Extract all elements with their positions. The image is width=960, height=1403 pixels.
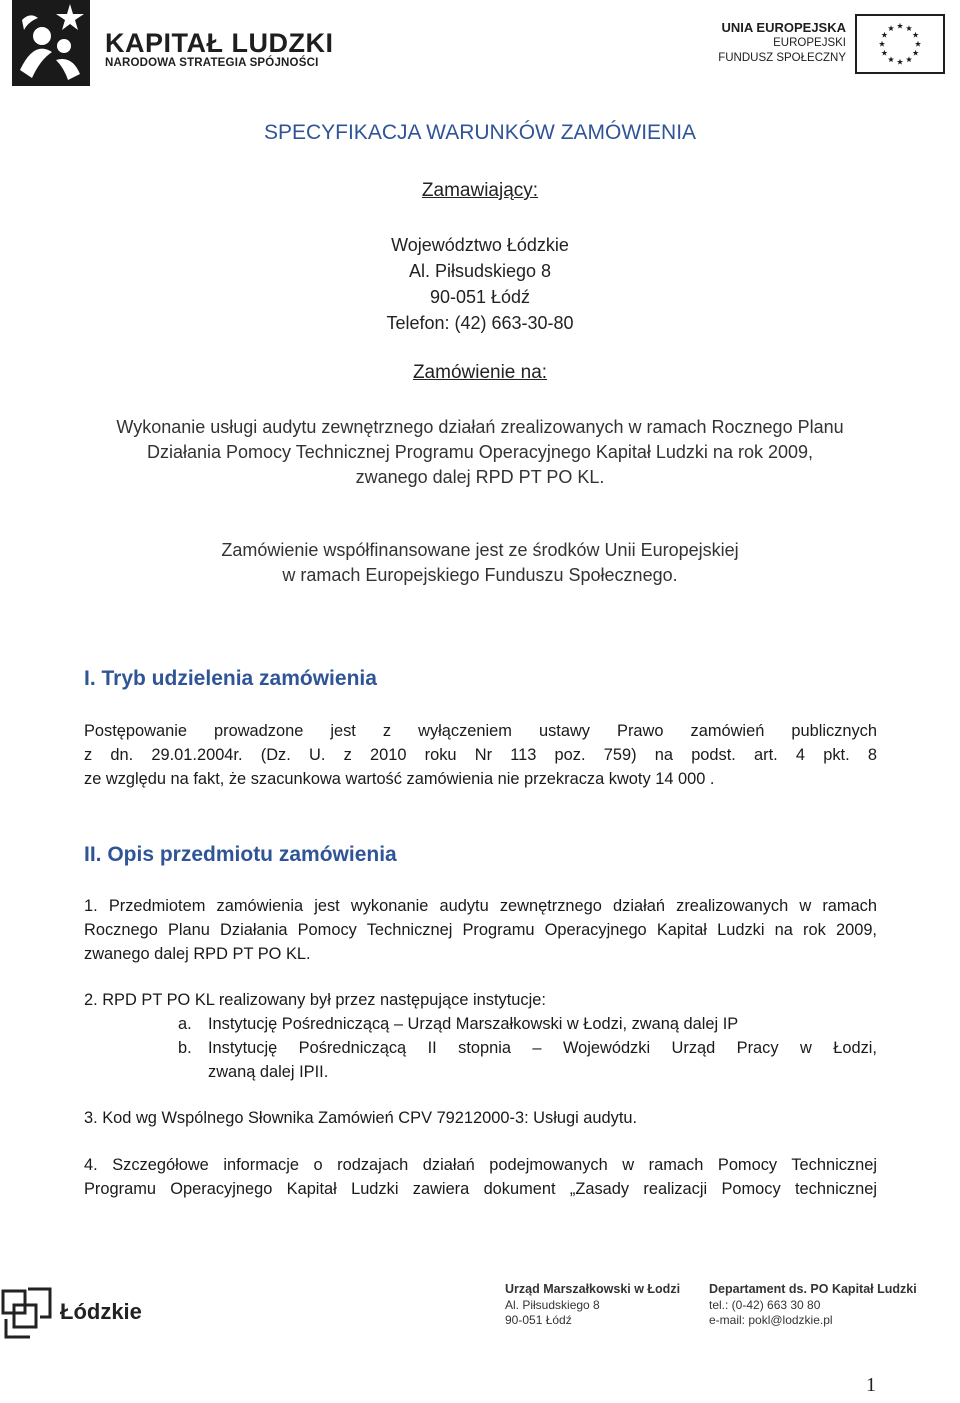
order-line: Działania Pomocy Technicznej Programu Operacyjnego Kapitał Ludzki na rok 2009, bbox=[146, 442, 814, 462]
eu-logo-line-2: EUROPEJSKI bbox=[773, 37, 846, 49]
list-item-b bbox=[208, 1036, 877, 1084]
eu-star-icon bbox=[888, 25, 894, 31]
paragraph-line: zwanego dalej RPD PT PO KL. bbox=[84, 945, 311, 963]
list-marker-a: a. bbox=[178, 1015, 192, 1033]
paragraph-line: Postępowanie prowadzone jest z wyłączeniem ustawy Prawo zamówień publicznych bbox=[84, 722, 877, 740]
document-title: SPECYFIKACJA WARUNKÓW ZAMÓWIENIA bbox=[263, 121, 697, 144]
kapital-ludzki-title: KAPITAŁ LUDZKI bbox=[105, 28, 334, 58]
order-line: Wykonanie usługi audytu zewnętrznego działań zrealizowanych w ramach Rocznego Planu bbox=[116, 417, 844, 437]
address-line: Telefon: (42) 663-30-80 bbox=[386, 313, 574, 333]
cofinancing-line: w ramach Europejskiego Funduszu Społecznego. bbox=[282, 565, 678, 585]
eu-star-icon bbox=[913, 32, 919, 38]
address-line: Województwo Łódzkie bbox=[391, 235, 569, 255]
section-2-point-3: 3. Kod wg Wspólnego Słownika Zamówień CPV 79212000-3: Usługi audytu. bbox=[84, 1109, 638, 1127]
kapital-ludzki-emblem-icon bbox=[12, 0, 90, 86]
department-email: e-mail: pokl@lodzkie.pl bbox=[709, 1313, 833, 1327]
eu-star-icon bbox=[879, 41, 885, 47]
eu-logo-line-1: UNIA EUROPEJSKA bbox=[721, 20, 846, 35]
section-2-point-2-intro: 2. RPD PT PO KL realizowany był przez następujące instytucje: bbox=[84, 991, 546, 1009]
eu-star-icon bbox=[881, 32, 887, 38]
kapital-ludzki-logo bbox=[12, 0, 334, 90]
section-2-point-4 bbox=[84, 1153, 877, 1201]
kapital-ludzki-subtitle: NARODOWA STRATEGIA SPÓJNOŚCI bbox=[105, 57, 319, 69]
order-label: Zamówienie na: bbox=[412, 362, 548, 383]
list-item-b-line: Instytucję Pośredniczącą II stopnia – Wojewódzki Urząd Pracy w Łodzi, bbox=[208, 1039, 877, 1057]
cofinancing-line: Zamówienie współfinansowane jest ze środków Unii Europejskiej bbox=[221, 540, 739, 560]
order-line: zwanego dalej RPD PT PO KL. bbox=[355, 467, 605, 487]
eu-logo-line-3: FUNDUSZ SPOŁECZNY bbox=[718, 52, 846, 64]
ordering-party-address bbox=[0, 232, 960, 336]
eu-star-icon bbox=[915, 41, 921, 47]
eu-star-icon bbox=[906, 56, 912, 62]
section-2-point-1 bbox=[84, 894, 877, 966]
eu-logo-text bbox=[718, 19, 846, 66]
paragraph-line: 4. Szczegółowe informacje o rodzajach działań podejmowanych w ramach Pomocy Technicznej bbox=[84, 1156, 877, 1174]
paragraph-line: z dn. 29.01.2004r. (Dz. U. z 2010 roku Nr 113 poz. 759) na podst. art. 4 pkt. 8 bbox=[84, 746, 877, 764]
footer-department bbox=[709, 1282, 917, 1329]
lodzkie-logo-text: Łódzkie bbox=[60, 1299, 142, 1324]
marshal-office-address-2: 90-051 Łódź bbox=[505, 1313, 572, 1327]
eu-star-icon bbox=[913, 50, 919, 56]
paragraph-line: 1. Przedmiotem zamówienia jest wykonanie audytu zewnętrznego działań zrealizowanych w ramach bbox=[84, 897, 877, 915]
address-line: Al. Piłsudskiego 8 bbox=[408, 261, 552, 281]
order-description bbox=[0, 415, 960, 490]
eu-star-icon bbox=[897, 59, 903, 65]
footer-marshal-office bbox=[505, 1282, 680, 1329]
eu-fund-logo bbox=[700, 14, 948, 76]
department-phone: tel.: (0-42) 663 30 80 bbox=[709, 1297, 821, 1312]
list-item-a: Instytucję Pośredniczącą – Urząd Marszałkowski w Łodzi, zwaną dalej IP bbox=[208, 1015, 739, 1033]
marshal-office-name: Urząd Marszałkowski w Łodzi bbox=[505, 1282, 681, 1296]
marshal-office-address-1: Al. Piłsudskiego 8 bbox=[505, 1297, 600, 1312]
eu-star-icon bbox=[888, 56, 894, 62]
list-item-b-line: zwaną dalej IPII. bbox=[208, 1063, 329, 1081]
paragraph-line: Rocznego Planu Działania Pomocy Technicznej Programu Operacyjnego Kapitał Ludzki na rok 2009, bbox=[84, 921, 877, 939]
section-1-heading: I. Tryb udzielenia zamówienia bbox=[84, 667, 377, 690]
page-number: 1 bbox=[866, 1374, 876, 1396]
eu-star-icon bbox=[906, 25, 912, 31]
section-2-heading: II. Opis przedmiotu zamówienia bbox=[84, 843, 397, 866]
address-line: 90-051 Łódź bbox=[429, 287, 531, 307]
cofinancing-note bbox=[0, 538, 960, 588]
lodzkie-logo bbox=[0, 1283, 160, 1351]
paragraph-line: Programu Operacyjnego Kapitał Ludzki zawiera dokument „Zasady realizacji Pomocy technicznej bbox=[84, 1180, 877, 1198]
lodzkie-emblem-icon bbox=[0, 1283, 56, 1343]
list-marker-b: b. bbox=[178, 1039, 192, 1057]
eu-flag-icon bbox=[855, 14, 945, 74]
department-name: Departament ds. PO Kapitał Ludzki bbox=[709, 1282, 917, 1296]
ordering-party-label: Zamawiający: bbox=[421, 180, 539, 201]
section-1-paragraph bbox=[84, 719, 877, 791]
paragraph-line: ze względu na fakt, że szacunkowa wartość zamówienia nie przekracza kwoty 14 000 . bbox=[84, 770, 715, 788]
eu-star-icon bbox=[897, 23, 903, 29]
eu-star-icon bbox=[881, 50, 887, 56]
